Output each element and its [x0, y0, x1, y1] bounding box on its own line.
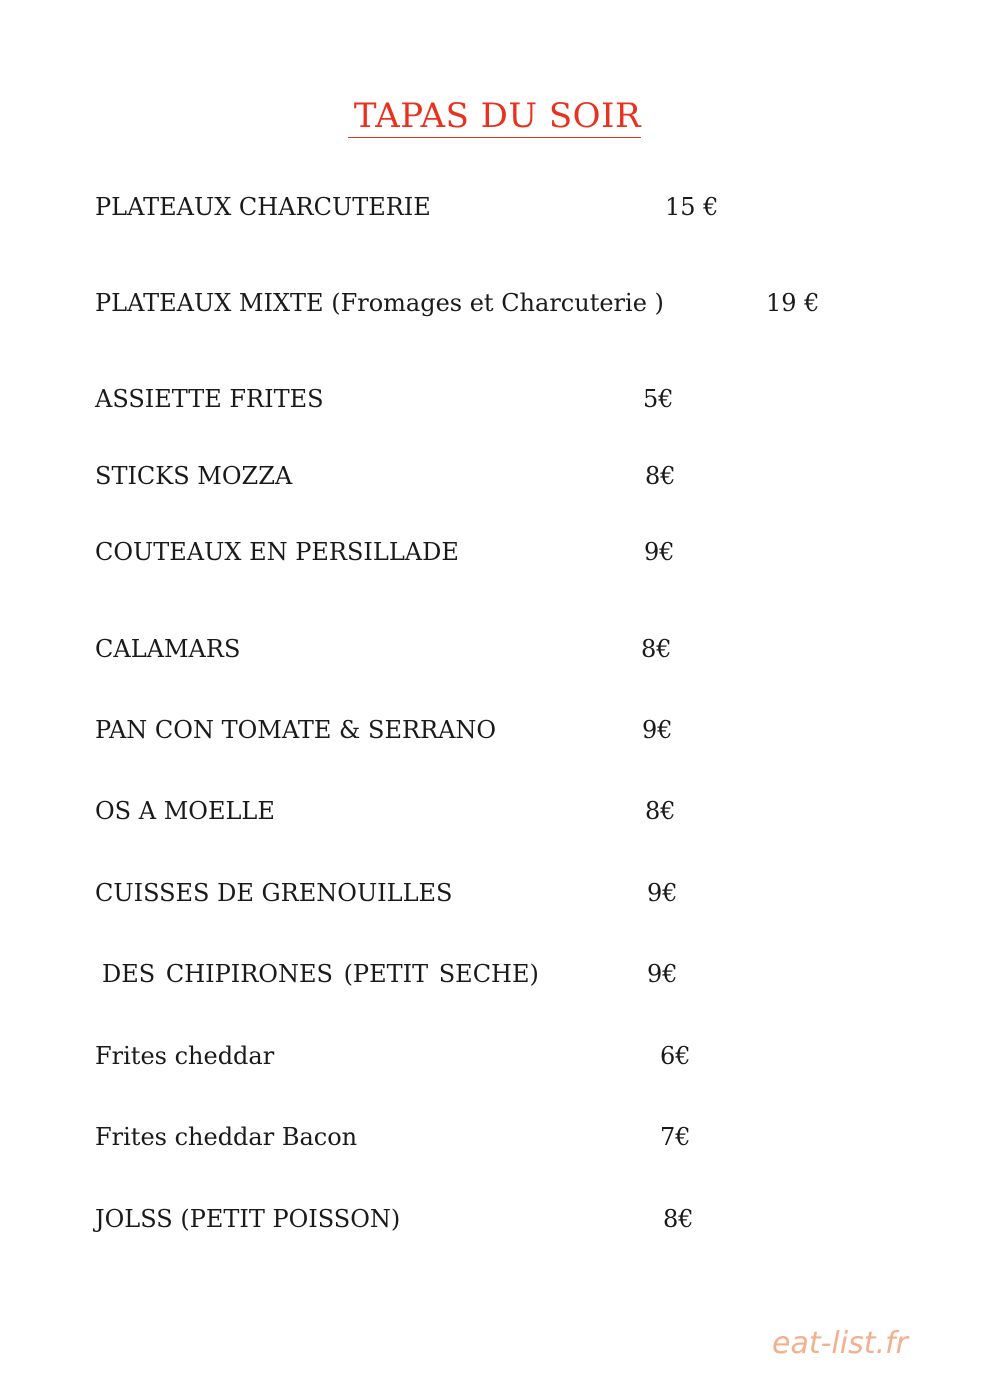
item-price: 8€	[641, 635, 672, 663]
menu-item	[0, 1039, 989, 1073]
menu-item	[0, 459, 989, 493]
item-price: 7€	[660, 1123, 691, 1151]
item-name: ASSIETTE FRITES	[95, 385, 324, 413]
menu-item	[0, 1202, 989, 1236]
watermark: eat-list.fr	[772, 1326, 908, 1361]
item-price: 15 €	[665, 193, 719, 221]
item-price: 6€	[660, 1042, 691, 1070]
item-price: 9€	[642, 716, 673, 744]
item-name: COUTEAUX EN PERSILLADE	[95, 538, 459, 566]
item-name: JOLSS (PETIT POISSON)	[95, 1205, 401, 1233]
item-price: 8€	[663, 1205, 694, 1233]
item-price: 8€	[645, 797, 676, 825]
item-name: OS A MOELLE	[95, 797, 275, 825]
item-name: PAN CON TOMATE & SERRANO	[95, 716, 497, 744]
menu-title	[0, 96, 989, 138]
item-name: Frites cheddar	[95, 1042, 275, 1070]
menu-item	[0, 1120, 989, 1154]
item-price: 9€	[644, 538, 675, 566]
menu-item	[0, 632, 989, 666]
item-name: PLATEAUX MIXTE (Fromages et Charcuterie )	[95, 289, 664, 317]
menu-title-text: TAPAS DU SOIR	[348, 96, 641, 138]
item-name: CALAMARS	[95, 635, 241, 663]
item-name: STICKS MOZZA	[95, 462, 293, 490]
menu-item	[0, 876, 989, 910]
menu-item	[0, 957, 989, 991]
item-price: 19 €	[766, 289, 820, 317]
menu-item	[0, 535, 989, 569]
menu-item	[0, 382, 989, 416]
item-price: 9€	[647, 879, 678, 907]
item-name: Frites cheddar Bacon	[95, 1123, 358, 1151]
item-name: PLATEAUX CHARCUTERIE	[95, 193, 431, 221]
item-price: 8€	[645, 462, 676, 490]
menu-item	[0, 190, 989, 224]
item-name: DES CHIPIRONES (PETIT SECHE)	[102, 960, 539, 988]
item-price: 5€	[643, 385, 674, 413]
menu-item	[0, 286, 989, 320]
item-price: 9€	[647, 960, 678, 988]
menu-item	[0, 713, 989, 747]
item-name: CUISSES DE GRENOUILLES	[95, 879, 453, 907]
menu-item	[0, 794, 989, 828]
